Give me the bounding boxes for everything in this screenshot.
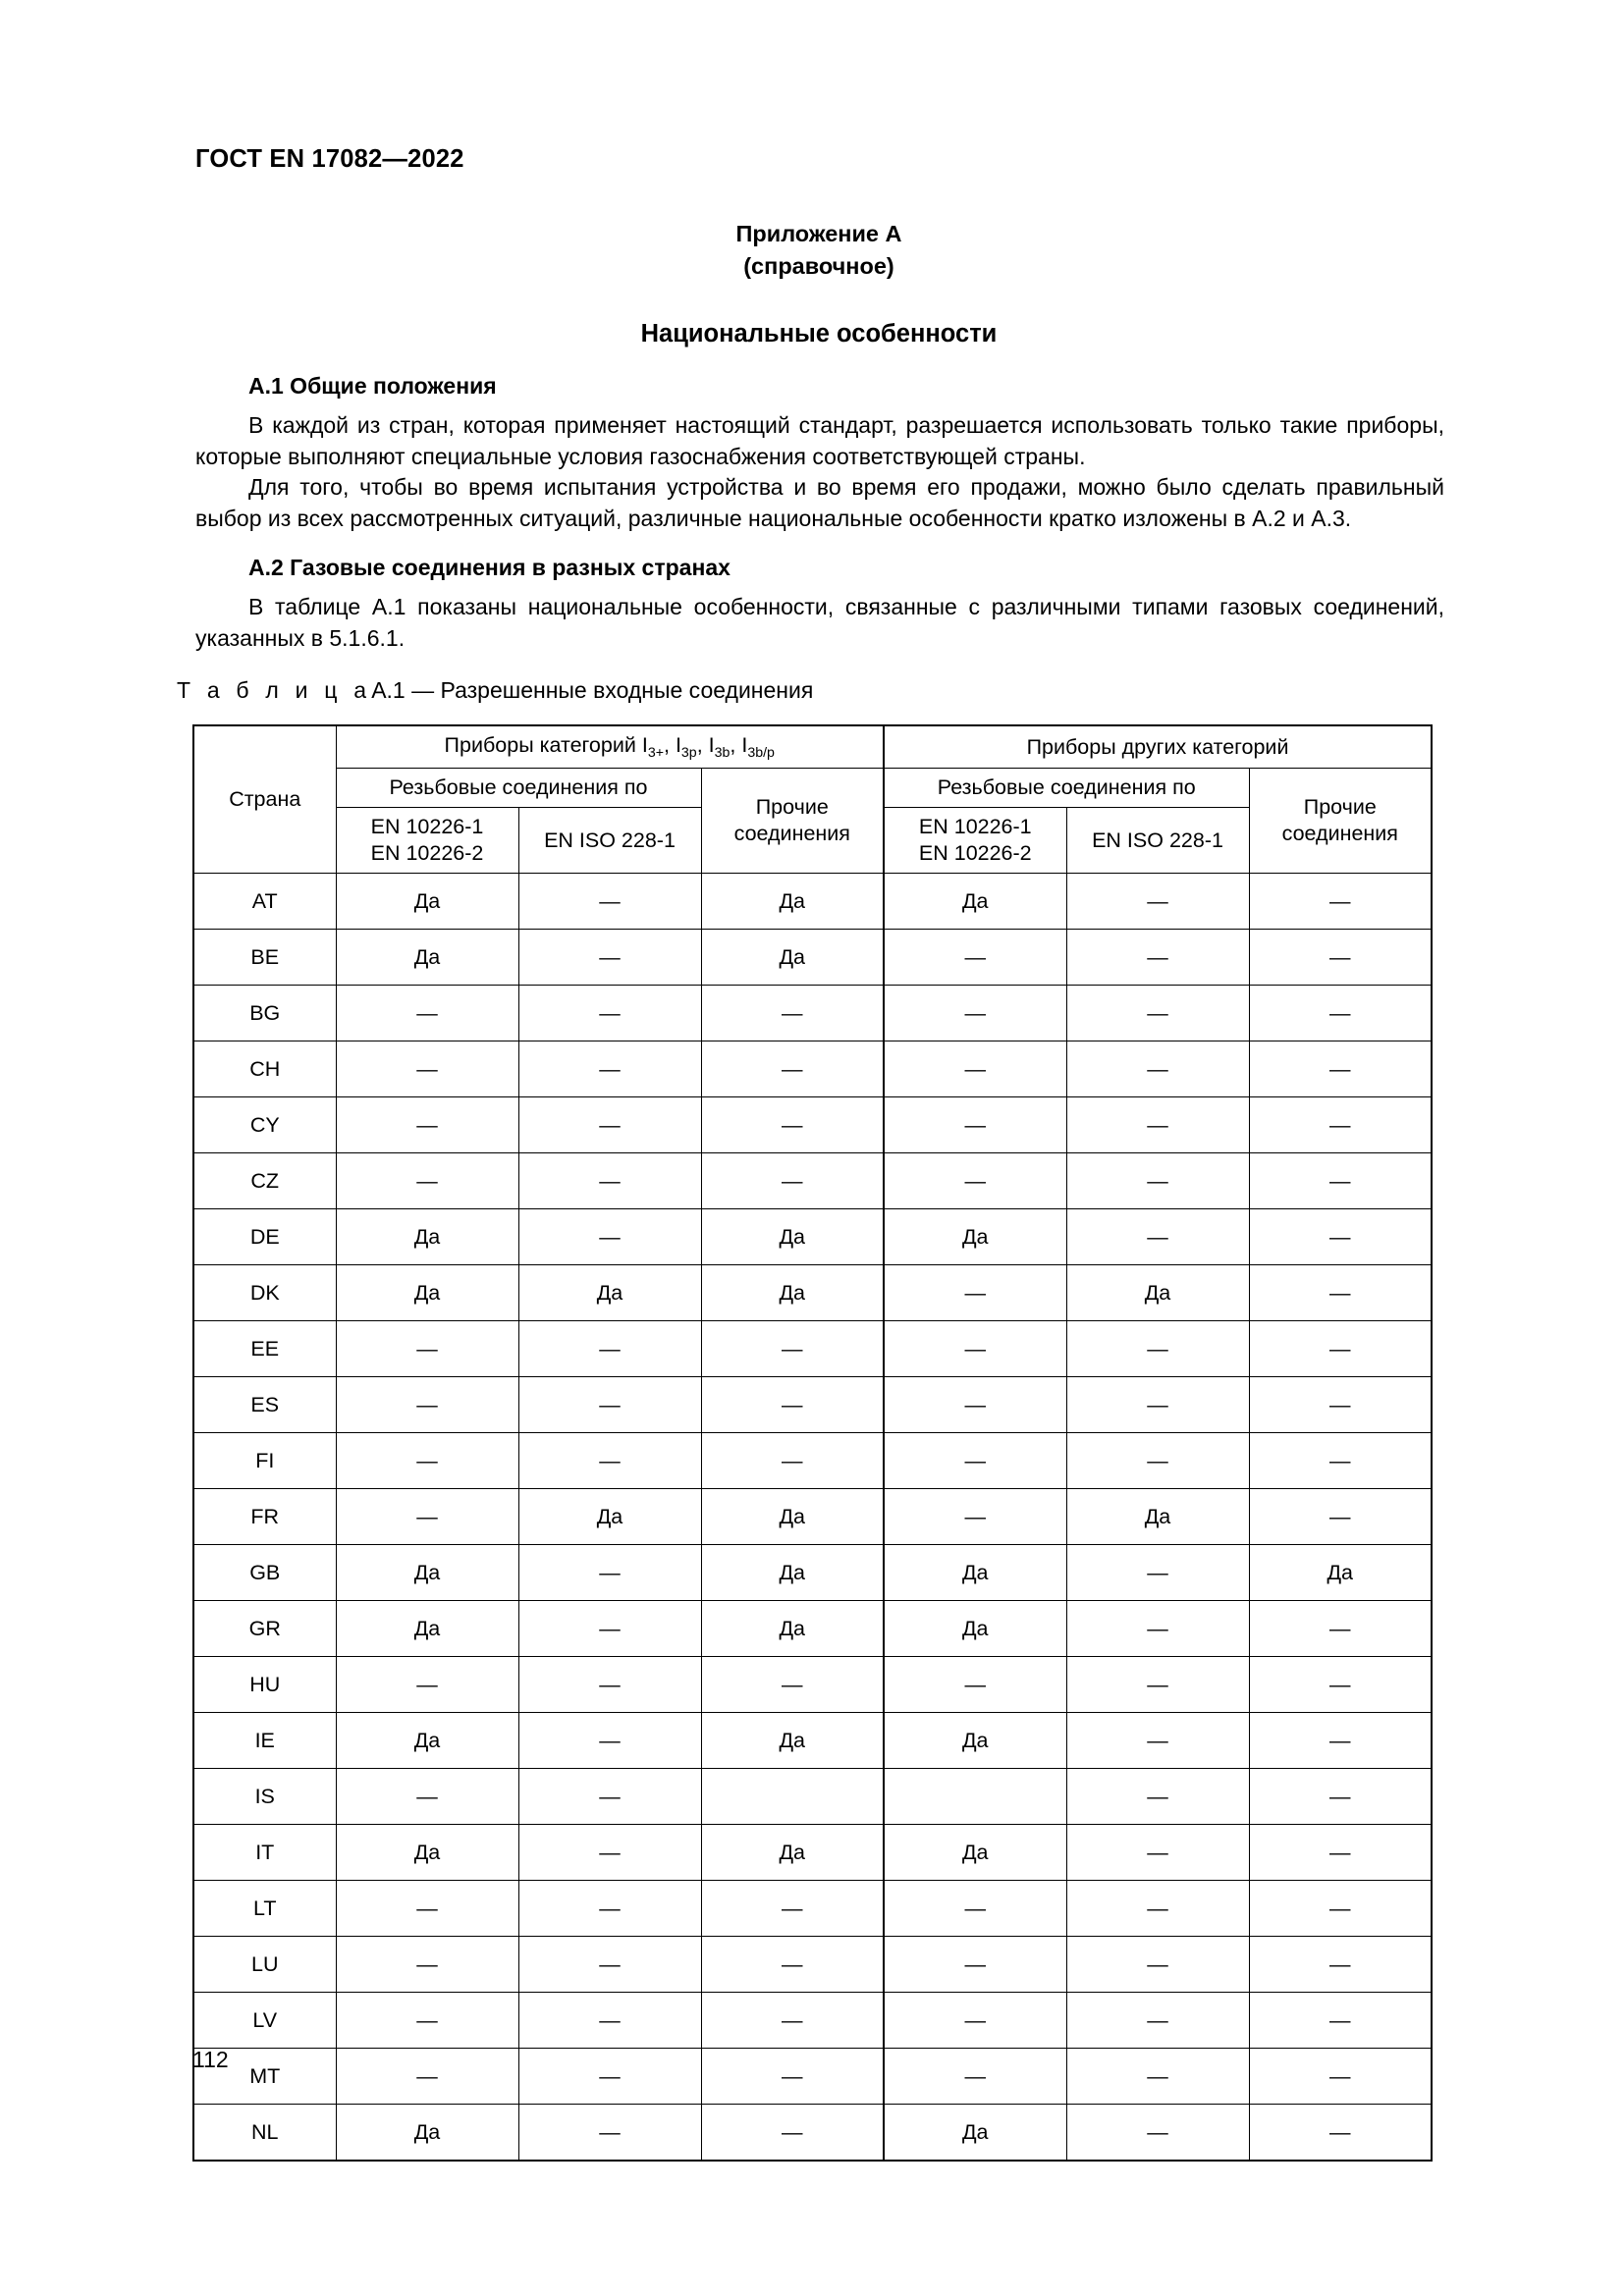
cell-value: — [518, 1321, 701, 1377]
cell-country: BG [193, 986, 336, 1041]
cell-value: — [518, 1041, 701, 1097]
cell-value: — [1066, 986, 1249, 1041]
header-cat-sub-3p: 3p [680, 744, 697, 761]
cell-value: — [1249, 1097, 1432, 1153]
header-cat-prefix: Приборы категорий I [444, 733, 648, 757]
table-row [193, 1713, 1432, 1769]
annex-subtitle: (справочное) [743, 253, 894, 279]
cell-value: Да [518, 1265, 701, 1321]
cell-value: Да [884, 1601, 1066, 1657]
table-row [193, 1041, 1432, 1097]
cell-value: — [1249, 1433, 1432, 1489]
header-other-conn-right-line2: соединения [1281, 822, 1398, 845]
cell-value: Да [701, 930, 884, 986]
cell-value: — [336, 2049, 518, 2105]
cell-country: AT [193, 874, 336, 930]
paragraph-a2-1: В таблице А.1 показаны национальные особенности, связанные с различными типами газовых соединений, указанных в 5.1.6.1. [195, 594, 1444, 651]
cell-value: Да [1066, 1265, 1249, 1321]
cell-value: — [1066, 1657, 1249, 1713]
annex-title: Приложение А [735, 221, 902, 246]
cell-value: — [701, 1377, 884, 1433]
cell-value: — [336, 1489, 518, 1545]
header-cat-sub-3b: 3b [714, 744, 731, 761]
cell-value: — [1249, 1993, 1432, 2049]
cell-value: — [336, 1321, 518, 1377]
cell-value: — [701, 1993, 884, 2049]
header-eniso228-right: EN ISO 228-1 [1066, 808, 1249, 874]
table-row [193, 2105, 1432, 2162]
table-row [193, 874, 1432, 930]
cell-value: Да [884, 1209, 1066, 1265]
header-eniso228-left: EN ISO 228-1 [518, 808, 701, 874]
cell-value: — [336, 1993, 518, 2049]
header-cat-sep-3: , I [730, 733, 748, 757]
cell-value: — [1249, 1657, 1432, 1713]
table-row [193, 1377, 1432, 1433]
cell-value: — [1066, 1209, 1249, 1265]
cell-value: — [701, 1153, 884, 1209]
cell-value: — [518, 1713, 701, 1769]
cell-value: — [884, 1265, 1066, 1321]
cell-value: — [336, 1377, 518, 1433]
header-cat-sep-2: , I [696, 733, 715, 757]
cell-country: HU [193, 1657, 336, 1713]
header-en10226-right [884, 808, 1066, 874]
cell-value: Да [518, 1489, 701, 1545]
cell-value: — [518, 1545, 701, 1601]
table-row [193, 1489, 1432, 1545]
cell-value: — [1249, 2105, 1432, 2162]
running-header: ГОСТ EN 17082—2022 [195, 145, 464, 173]
cell-value: — [1249, 1321, 1432, 1377]
cell-value: Да [1249, 1545, 1432, 1601]
cell-value: — [1249, 1825, 1432, 1881]
table-row [193, 1321, 1432, 1377]
cell-value: — [518, 1657, 701, 1713]
cell-country: CH [193, 1041, 336, 1097]
cell-value: — [884, 1041, 1066, 1097]
cell-value: — [1066, 930, 1249, 986]
cell-value: — [336, 1153, 518, 1209]
cell-value: Да [701, 1209, 884, 1265]
cell-value: Да [701, 1265, 884, 1321]
cell-value: — [884, 1097, 1066, 1153]
cell-country: IT [193, 1825, 336, 1881]
cell-country: GR [193, 1601, 336, 1657]
cell-value: — [1066, 1937, 1249, 1993]
cell-value: — [884, 1657, 1066, 1713]
cell-value: — [1066, 874, 1249, 930]
cell-value: — [1066, 1881, 1249, 1937]
header-threaded-right: Резьбовые соединения по [884, 769, 1249, 808]
cell-value: Да [336, 930, 518, 986]
cell-value: — [518, 1937, 701, 1993]
cell-value: — [1066, 2105, 1249, 2162]
cell-country: IE [193, 1713, 336, 1769]
cell-value: Да [336, 1825, 518, 1881]
cell-value: — [1249, 1937, 1432, 1993]
annex-title-block [195, 218, 1442, 348]
cell-value: — [1249, 1881, 1432, 1937]
cell-value: Да [336, 1601, 518, 1657]
header-other-conn-left-line1: Прочие [755, 795, 829, 819]
cell-value: — [884, 1993, 1066, 2049]
body-text [195, 373, 1444, 654]
cell-value: Да [1066, 1489, 1249, 1545]
cell-value: Да [336, 1265, 518, 1321]
cell-value: — [1249, 1153, 1432, 1209]
table-row [193, 1209, 1432, 1265]
cell-value: — [1066, 1097, 1249, 1153]
table-caption-rest: А.1 — Разрешенные входные соединения [371, 677, 814, 703]
cell-value: Да [884, 874, 1066, 930]
cell-country: FI [193, 1433, 336, 1489]
cell-value: Да [884, 2105, 1066, 2162]
cell-value: — [884, 1881, 1066, 1937]
cell-value: — [1249, 874, 1432, 930]
cell-value: — [518, 1433, 701, 1489]
cell-value: — [1249, 1265, 1432, 1321]
cell-value: — [336, 1041, 518, 1097]
cell-value: — [1249, 1769, 1432, 1825]
cell-country: ES [193, 1377, 336, 1433]
header-country: Страна [193, 725, 336, 874]
cell-value: — [701, 1041, 884, 1097]
cell-country: EE [193, 1321, 336, 1377]
cell-value: — [701, 2049, 884, 2105]
cell-value: — [518, 986, 701, 1041]
cell-value: — [1066, 1041, 1249, 1097]
cell-country: DK [193, 1265, 336, 1321]
cell-value: — [884, 2049, 1066, 2105]
cell-value: — [518, 1097, 701, 1153]
cell-country: LT [193, 1881, 336, 1937]
cell-value: — [518, 2105, 701, 2162]
cell-value: — [336, 986, 518, 1041]
cell-value: — [884, 1433, 1066, 1489]
cell-value: — [884, 1489, 1066, 1545]
header-en10226-right-line1: EN 10226-1 [918, 815, 1032, 838]
cell-value: — [884, 1153, 1066, 1209]
table-row [193, 986, 1432, 1041]
paragraph-a1-1: В каждой из стран, которая применяет настоящий стандарт, разрешается использовать только такие приборы, которые выполняют специальные условия газоснабжения соответствующей страны. [195, 412, 1444, 469]
cell-value: — [1249, 1041, 1432, 1097]
cell-value: — [336, 1433, 518, 1489]
header-en10226-right-line2: EN 10226-2 [918, 841, 1032, 865]
cell-country: BE [193, 930, 336, 986]
cell-value: Да [701, 874, 884, 930]
cell-value: — [518, 1825, 701, 1881]
header-cat-sep-1: , I [664, 733, 681, 757]
table-row [193, 1937, 1432, 1993]
cell-value: — [884, 1377, 1066, 1433]
header-en10226-left [336, 808, 518, 874]
table-caption-word: Т а б л и ц а [177, 677, 372, 703]
cell-value: Да [884, 1545, 1066, 1601]
table-row [193, 1993, 1432, 2049]
header-cat-sub-3plus: 3+ [647, 744, 664, 761]
table-row [193, 1153, 1432, 1209]
cell-value: — [1249, 986, 1432, 1041]
header-other-conn-right-line1: Прочие [1303, 795, 1377, 819]
cell-value: — [336, 1657, 518, 1713]
cell-value: — [518, 1601, 701, 1657]
cell-value: — [884, 1937, 1066, 1993]
header-en10226-left-line1: EN 10226-1 [370, 815, 484, 838]
cell-value: — [1249, 1489, 1432, 1545]
cell-value: — [701, 1881, 884, 1937]
cell-value: Да [336, 1209, 518, 1265]
header-other-conn-left [701, 769, 884, 874]
cell-value: — [701, 986, 884, 1041]
cell-value: — [701, 1937, 884, 1993]
header-row-threaded [193, 769, 1432, 808]
cell-value: — [1066, 1321, 1249, 1377]
table-row [193, 1657, 1432, 1713]
cell-value: — [884, 986, 1066, 1041]
cell-value: — [1066, 1993, 1249, 2049]
header-group-other-categories: Приборы других категорий [884, 725, 1432, 769]
header-group-categories-3 [336, 725, 884, 769]
cell-value: — [1066, 1377, 1249, 1433]
cell-value: Да [701, 1545, 884, 1601]
table-row [193, 1265, 1432, 1321]
header-other-conn-left-line2: соединения [733, 822, 850, 845]
cell-value: — [518, 1209, 701, 1265]
table-row [193, 1825, 1432, 1881]
header-threaded-left: Резьбовые соединения по [336, 769, 701, 808]
cell-country: MT [193, 2049, 336, 2105]
cell-country: GB [193, 1545, 336, 1601]
cell-value: — [336, 1769, 518, 1825]
cell-value: — [701, 1097, 884, 1153]
cell-value: — [1249, 1209, 1432, 1265]
cell-value: Да [336, 874, 518, 930]
table-a1 [192, 724, 1433, 2162]
table-row [193, 1769, 1432, 1825]
cell-value: — [1066, 1769, 1249, 1825]
cell-value: — [1249, 930, 1432, 986]
table-caption [177, 677, 813, 704]
cell-value: — [1066, 1825, 1249, 1881]
cell-value: — [1066, 1545, 1249, 1601]
cell-value: — [1249, 2049, 1432, 2105]
table-row [193, 1601, 1432, 1657]
cell-value: — [518, 1769, 701, 1825]
cell-value: — [336, 1881, 518, 1937]
cell-value: — [518, 1993, 701, 2049]
cell-value: — [1249, 1713, 1432, 1769]
cell-value: — [1249, 1601, 1432, 1657]
header-row-groups [193, 725, 1432, 769]
cell-country: CZ [193, 1153, 336, 1209]
cell-value: — [1066, 1433, 1249, 1489]
cell-value: — [1066, 2049, 1249, 2105]
cell-value: — [518, 1881, 701, 1937]
cell-value: — [518, 930, 701, 986]
table-a1-wrapper [192, 724, 1431, 2162]
cell-value: Да [336, 1545, 518, 1601]
cell-country: IS [193, 1769, 336, 1825]
table-row [193, 930, 1432, 986]
cell-value: Да [701, 1601, 884, 1657]
cell-country: NL [193, 2105, 336, 2162]
table-row [193, 1881, 1432, 1937]
cell-value: — [701, 1321, 884, 1377]
cell-value: — [518, 1377, 701, 1433]
cell-value: Да [701, 1713, 884, 1769]
table-head [193, 725, 1432, 874]
table-body [193, 874, 1432, 2162]
cell-value: Да [701, 1489, 884, 1545]
cell-country: CY [193, 1097, 336, 1153]
cell-value: — [1066, 1713, 1249, 1769]
cell-value: Да [884, 1713, 1066, 1769]
cell-value: — [518, 2049, 701, 2105]
header-other-conn-right [1249, 769, 1432, 874]
cell-value: Да [336, 2105, 518, 2162]
table-row [193, 1097, 1432, 1153]
cell-value: Да [336, 1713, 518, 1769]
cell-country: DE [193, 1209, 336, 1265]
cell-value: — [518, 874, 701, 930]
cell-value: Да [701, 1825, 884, 1881]
cell-value: — [884, 1321, 1066, 1377]
cell-country: LV [193, 1993, 336, 2049]
section-heading-a2: A.2 Газовые соединения в разных странах [248, 555, 731, 580]
cell-value [884, 1769, 1066, 1825]
cell-country: FR [193, 1489, 336, 1545]
cell-country: LU [193, 1937, 336, 1993]
cell-value: — [701, 1433, 884, 1489]
cell-value: — [336, 1937, 518, 1993]
cell-value [701, 1769, 884, 1825]
cell-value: — [701, 2105, 884, 2162]
cell-value: — [336, 1097, 518, 1153]
cell-value: — [1249, 1377, 1432, 1433]
header-cat-sub-3bp: 3b/p [747, 744, 775, 761]
paragraph-a1-2: Для того, чтобы во время испытания устройства и во время его продажи, можно было сделать правильный выбор из всех рассмотренных ситуаций, различные национальные особенности кратко изложены в А.2 и А.3. [195, 474, 1444, 531]
table-row [193, 2049, 1432, 2105]
cell-value: — [701, 1657, 884, 1713]
section-heading-a1: A.1 Общие положения [248, 373, 497, 399]
page-number: 112 [192, 2047, 229, 2072]
table-row [193, 1545, 1432, 1601]
cell-value: — [518, 1153, 701, 1209]
header-en10226-left-line2: EN 10226-2 [370, 841, 484, 865]
cell-value: — [884, 930, 1066, 986]
cell-value: — [1066, 1601, 1249, 1657]
cell-value: Да [884, 1825, 1066, 1881]
annex-heading: Национальные особенности [640, 320, 998, 347]
cell-value: — [1066, 1153, 1249, 1209]
table-row [193, 1433, 1432, 1489]
